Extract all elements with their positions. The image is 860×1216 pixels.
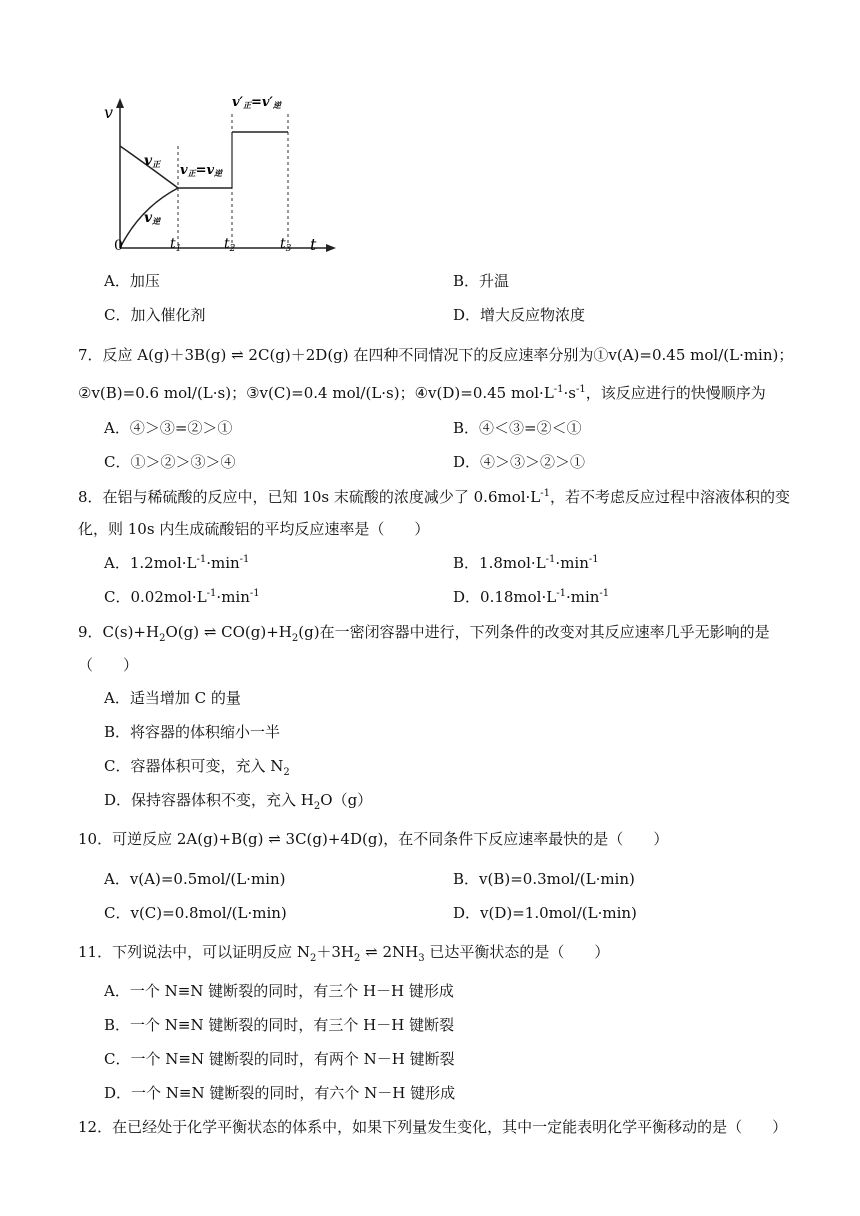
q11-stem: 11．下列说法中，可以证明反应 $N_2+3H_2$ ⇌ $2NH_3$ 已达平衡状态的是（ ） xyxy=(78,943,610,964)
q10-stem: 10．可逆反应 2A(g)+B(g) ⇌ 3C(g)+4D(g)，在不同条件下反应速率最快的是（ ） xyxy=(78,830,669,848)
q9-option-b: B．将容器的体积缩小一半 xyxy=(104,723,281,741)
equilibrium-2-label: v′正=v′逆 xyxy=(232,95,281,110)
axis-t-label: t xyxy=(310,235,317,254)
v-reverse-label: v逆 xyxy=(144,210,161,226)
t-axis-arrow xyxy=(326,244,336,252)
q7-option-a: A．④＞③=②＞① xyxy=(104,419,233,437)
q12-stem: 12．在已经处于化学平衡状态的体系中，如果下列量发生变化，其中一定能表明化学平衡移动的是（ ） xyxy=(78,1118,788,1136)
q7-option-c: C．①＞②＞③＞④ xyxy=(104,453,236,471)
q8-option-a: A．$1.2mol\cdot L^{-1}\cdot\min^{-1}$ xyxy=(104,554,250,572)
graph-svg xyxy=(98,90,348,262)
q9-stem-line1: 9．$C(s)+H_2O(g)$ ⇌ $CO(g)+H_2(g)$在一密闭容器中进行，下列条件的改变对其反应速率几乎无影响的是 xyxy=(78,623,770,644)
t1-label: $t_1$ xyxy=(170,236,182,254)
q8-option-d: D．$0.18mol\cdot L^{-1}\cdot\min^{-1}$ xyxy=(453,588,610,606)
q11-option-a: A．一个 N≡N 键断裂的同时，有三个 H－H 键形成 xyxy=(104,982,454,1000)
q11-option-d: D．一个 N≡N 键断裂的同时，有六个 N－H 键形成 xyxy=(104,1084,456,1102)
q10-option-a: A．v(A)=0.5mol/(L·min) xyxy=(104,870,286,888)
q6-option-b: B．升温 xyxy=(453,272,510,290)
equilibrium-1-label: v正=v逆 xyxy=(180,163,223,178)
t3-label: $t_3$ xyxy=(280,236,292,254)
q7-option-b: B．④＜③=②＜① xyxy=(453,419,582,437)
q11-option-b: B．一个 N≡N 键断裂的同时，有三个 H－H 键断裂 xyxy=(104,1016,455,1034)
q8-option-b: B．$1.8mol\cdot L^{-1}\cdot\min^{-1}$ xyxy=(453,554,599,572)
q8-stem-line1: 8．在铝与稀硫酸的反应中，已知 10s 末硫酸的浓度减少了 $0.6mol\cdot L^{-1}$，若不考虑反应过程中溶液体积的变 xyxy=(78,488,791,506)
q7-option-d: D．④＞③＞②＞① xyxy=(453,453,586,471)
q11-option-c: C．一个 N≡N 键断裂的同时，有两个 N－H 键断裂 xyxy=(104,1050,455,1068)
q9-option-c: C．容器体积可变，充入 $N_2$ xyxy=(104,757,290,778)
axis-v-label: v xyxy=(104,103,114,122)
q6-option-c: C．加入催化剂 xyxy=(104,306,206,324)
q9-option-a: A．适当增加 C 的量 xyxy=(104,689,241,707)
v-axis-arrow xyxy=(116,98,124,108)
velocity-time-graph xyxy=(98,90,348,262)
q6-option-a: A．加压 xyxy=(104,272,160,290)
q7-stem-line1: 7．反应 A(g)＋3B(g) ⇌ 2C(g)＋2D(g) 在四种不同情况下的反应速率分别为①v(A)=0.45 mol/(L·min)； xyxy=(78,346,794,364)
q10-option-b: B．v(B)=0.3mol/(L·min) xyxy=(453,870,635,888)
origin-label: 0 xyxy=(114,238,123,254)
t2-label: $t_2$ xyxy=(224,236,236,254)
q7-stem-line2: ②v(B)=0.6 mol/(L·s)；③v(C)=0.4 mol/(L·s)；④v(D)=0.45 $mol\cdot L^{-1}\cdot s^{-1}$，该反应进行的快慢顺序为 xyxy=(78,384,766,402)
q8-option-c: C．$0.02mol\cdot L^{-1}\cdot\min^{-1}$ xyxy=(104,588,260,606)
q9-stem-line2: （ ） xyxy=(78,656,139,674)
q6-option-d: D．增大反应物浓度 xyxy=(453,306,586,324)
q10-option-c: C．v(C)=0.8mol/(L·min) xyxy=(104,904,287,922)
q8-stem-line2: 化，则 10s 内生成硫酸铝的平均反应速率是（ ） xyxy=(78,520,430,538)
q10-option-d: D．v(D)=1.0mol/(L·min) xyxy=(453,904,637,922)
v-forward-label: v正 xyxy=(144,153,161,169)
q9-option-d: D．保持容器体积不变，充入 $H_2O(g)$ xyxy=(104,791,373,812)
